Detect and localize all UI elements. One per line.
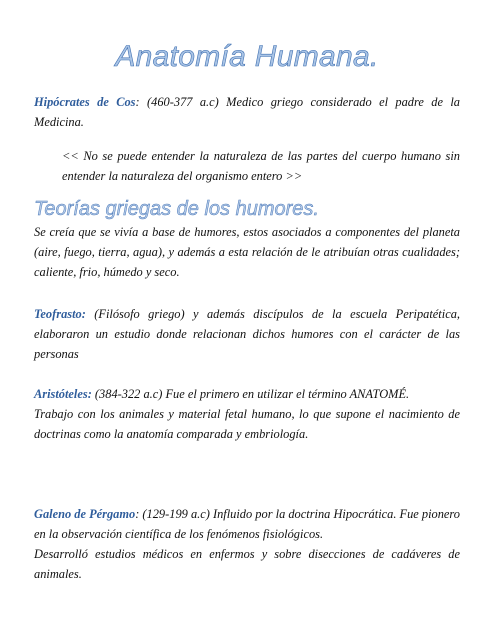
hipocrates-text: : (460-377 a.c) Medico griego considerado el padre de la Medicina. bbox=[34, 95, 460, 129]
galeno-text-2: Desarrolló estudios médicos en enfermos y sobre disecciones de cadáveres de animales. bbox=[34, 547, 460, 581]
teofrasto-paragraph bbox=[34, 304, 460, 364]
aristoteles-text-2: Trabajo con los animales y material fetal humano, lo que supone el nacimiento de doctrinas como la anatomía comparada y embriología. bbox=[34, 407, 460, 441]
humores-paragraph: Se creía que se vivía a base de humores, estos asociados a componentes del planeta (aire, fuego, tierra, agua), y además a esta relación de le atribuían otras cualidades; caliente, frio, húmedo y seco. bbox=[34, 225, 460, 279]
hipocrates-paragraph bbox=[34, 92, 460, 132]
aristoteles-text: (384-322 a.c) Fue el primero en utilizar el término ANATOMÉ. bbox=[91, 387, 410, 401]
galeno-name: Galeno de Pérgamo bbox=[34, 507, 136, 521]
aristoteles-name: Aristóteles: bbox=[34, 387, 92, 401]
galeno-text: : (129-199 a.c) Influido por la doctrina Hipocrática. Fue pionero en la observación científica de los fenómenos fisiológicos. bbox=[34, 507, 460, 541]
page-title: Anatomía Humana. bbox=[115, 40, 379, 73]
aristoteles-paragraph bbox=[34, 384, 460, 444]
hipocrates-name: Hipócrates de Cos bbox=[34, 95, 136, 109]
galeno-paragraph bbox=[34, 504, 460, 584]
section-title: Teorías griegas de los humores. bbox=[34, 198, 319, 220]
hipocrates-quote: << No se puede entender la naturaleza de las partes del cuerpo humano sin entender la naturaleza del organismo entero >> bbox=[62, 149, 460, 183]
teofrasto-name: Teofrasto: bbox=[34, 307, 86, 321]
teofrasto-text: (Filósofo griego) y además discípulos de la escuela Peripatética, elaboraron un estudio donde relacionan dichos humores con el carácter de las personas bbox=[34, 307, 460, 361]
